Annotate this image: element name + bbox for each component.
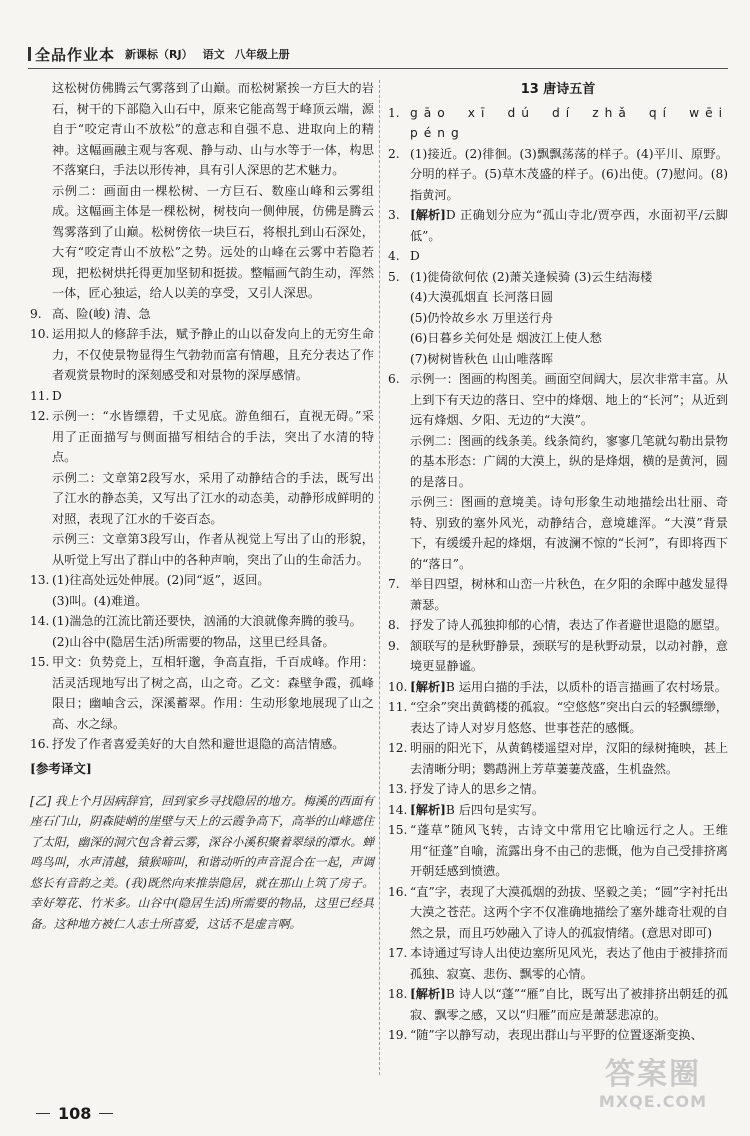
answer-paragraph: (5)仍怜故乡水 万里送行舟 (410, 310, 554, 325)
answer-item-13: 13. (1)往高处远处伸展。(2)同“返”，返回。 (30, 573, 270, 587)
answer-item-15: 15. “蓬草”随风飞转，古诗文中常用它比喻远行之人。王维用“征蓬”自喻，流露出身不由己的悲慨，他为自己受排挤离开朝廷感到愤懑。 (388, 823, 728, 878)
section-title: 13 唐诗五首 (520, 82, 596, 97)
analysis-tag: [解析] (410, 679, 446, 694)
subject-label: 语文 (202, 48, 225, 61)
header-rule (28, 68, 728, 69)
answer-item-16: 16. 抒发了作者喜爱美好的大自然和避世退隐的高洁情感。 (30, 737, 345, 751)
answer-paragraph: 这松树仿佛腾云气雾落到了山巅。而松树紧挨一方巨大的岩石，树干的下部隐入山石中，原来它能高驾于峰顶云端，源自于“咬定青山不放松”的意志和自强不息、进取向上的精神。这幅画融主观与客观、静与动、山与水等于一体，构思不落窠臼，手法以形传神，具有引人深思的艺术魅力。 (52, 81, 374, 177)
brand-title: 全品作业本 (35, 45, 116, 64)
answer-paragraph: 示例二：图画的线条美。线条简约，寥寥几笔就勾勒出景物的基本形态：广阔的大漠上，纵的是烽烟，横的是黄河，圆的是落日。 (410, 433, 728, 489)
analysis-tag: [解析] (410, 208, 446, 222)
brand (28, 44, 115, 65)
answer-item-2: 2. (1)接近。(2)徘徊。(3)飘飘荡荡的样子。(4)平川、原野。分明的样子。(5)草木茂盛的样子。(6)出使。(7)慰问。(8)指黄河。 (388, 146, 728, 202)
right-column (388, 78, 728, 1046)
answer-paragraph: 示例二：画面由一棵松树、一方巨石、数座山峰和云雾组成。这幅画主体是一棵松树，树枝向一侧伸展，仿佛是腾云驾雾落到了山巅。松树傍依一块巨石，将根扎到山石深处，大有“咬定青山不放松”之势。远处的山峰在云雾中若隐若现，把松树烘托得更加坚韧和挺拔。整幅画气韵生动，浑然一体，匠心独运，给人以美的享受，又引人深思。 (52, 183, 374, 300)
edition-label: 新课标（RJ） (125, 48, 193, 61)
answer-item-1: 1. gāo xī dú dí zhǎ qí wēi péng (388, 105, 728, 140)
answer-item-6: 6. 示例一：图画的构图美。画面空间阔大，层次非常丰富。从上到下有天边的落日、空中的烽烟、地上的“长河”；从近到远有烽烟、夕阳、无边的“大漠”。 (388, 372, 728, 427)
dash-icon (99, 1113, 113, 1114)
answer-item-10: 10. 运用拟人的修辞手法，赋予静止的山以奋发向上的无穷生命力，不仅使景物显得生气勃勃而富有情趣，且充分表达了作者观赏景物时的深刻感受和对景物的深厚感情。 (30, 327, 374, 382)
answer-item-3: 3. [解析]D 正确划分应为“孤山寺北/贾亭西，水面初平/云脚低”。 (388, 205, 728, 246)
left-column (30, 78, 374, 946)
answer-item-12: 12. 示例一：“水皆缥碧，千丈见底。游鱼细石，直视无碍。”采用了正面描写与侧面描写相结合的手法，突出了水清的特点。 (30, 409, 374, 464)
analysis-tag: [解析] (410, 802, 446, 817)
answer-item-12: 12. 明丽的阳光下，从黄鹤楼遥望对岸，汉阳的绿树掩映，甚上去清晰分明；鹦鹉洲上芳草萋萋茂盛，生机盎然。 (388, 741, 728, 776)
page-header (28, 44, 368, 64)
answer-item-4: 4. D (388, 249, 420, 263)
answer-item-13: 13. 抒发了诗人的思乡之情。 (388, 782, 545, 796)
column-divider (379, 80, 380, 1075)
grade-label: 八年级上册 (234, 48, 290, 61)
answer-item-11: 11. “空余”突出黄鹤楼的孤寂。“空悠悠”突出白云的轻飘缥缈，表达了诗人对岁月悠悠、世事苍茫的感慨。 (388, 700, 728, 735)
answer-item-7: 7. 举目四望，树林和山峦一片秋色，在夕阳的余晖中越发显得萧瑟。 (388, 577, 728, 612)
answer-paragraph: 示例二：文章第2段写水，采用了动静结合的手法，既写出了江水的静态美，又写出了江水的动态美，动静形成鲜明的对照，表现了江水的千姿百态。 (52, 470, 374, 526)
answer-item-9: 9. 高、险(峻) 清、急 (30, 306, 151, 321)
page-number-text: 108 (58, 1104, 92, 1123)
page-number (36, 1104, 113, 1123)
answer-item-14: 14. (1)湍急的江流比箭还要快，汹涌的大浪就像奔腾的骏马。 (30, 614, 362, 628)
watermark-text: 答案圈 (605, 1057, 701, 1092)
answer-paragraph: (2)山谷中(隐居生活)所需要的物品，这里已经具备。 (52, 634, 335, 649)
answer-item-18: 18. [解析]B 诗人以“蓬”“雁”自比，既写出了被排挤出朝廷的孤寂、飘零之感，又以“归雁”而应是萧瑟悲凉的。 (388, 984, 728, 1025)
answer-paragraph: 示例三：图画的意境美。诗句形象生动地描绘出壮丽、奇特、别致的塞外风光，动静结合，意境雄浑。“大漠”背景下，有缓缓升起的烽烟，有波澜不惊的“长河”，有即将西下的“落日”。 (410, 495, 728, 571)
answer-item-11: 11. D (30, 388, 62, 403)
answer-item-16: 16. “直”字，表现了大漠孤烟的劲拔、坚毅之美；“圆”字衬托出大漠之苍茫。这两个字不仅准确地描绘了塞外雄奇壮观的自然之景，而且巧妙融入了诗人的孤寂情绪。(意思对即可) (388, 884, 728, 940)
reference-translation-title: [参考译文] (30, 760, 92, 776)
answer-paragraph: (7)树树皆秋色 山山唯落晖 (410, 351, 554, 366)
answer-item-9: 9. 颔联写的是秋野静景，颈联写的是秋野动景，以动衬静，意境更显静谧。 (388, 638, 728, 673)
reference-translation: [乙] 我上个月因病辞官，回到家乡寻找隐居的地方。梅溪的西面有座石门山，阴森陡峭的崖壁与天上的云霞争高下，高举的山峰遮住了太阳，幽深的洞穴包含着云雾，深谷小溪积聚着翠绿的潭水。蝉鸣鸟叫，水声清越，猿猴啼叫，和谐动听的声音混合在一起，声调悠长有音韵之美。(我)既然向来推崇隐居，就在那山上筑了房子。幸好筹花、竹米多。山谷中(隐居生活)所需要的物品，这里已经具备。这种地方被仁人志士所喜爱，这话不是虚言啊。 (30, 793, 374, 931)
answer-item-10: 10. [解析]B 运用白描的手法，以质朴的语言描画了农村场景。 (388, 677, 728, 698)
answer-item-17: 17. 本诗通过写诗人出使边塞所见风光，表达了他由于被排挤而孤独、寂寞、悲伤、飘零的心情。 (388, 946, 728, 981)
answer-paragraph: (6)日暮乡关何处是 烟波江上使人愁 (410, 331, 602, 345)
answer-item-14: 14. [解析]B 后四句是实写。 (388, 800, 728, 821)
answer-item-19: 19. “随”字以静写动，表现出群山与平野的位置逐渐变换、 (388, 1028, 703, 1042)
watermark-logo (578, 1058, 728, 1122)
watermark-url: MXQE.COM (598, 1092, 708, 1111)
answer-paragraph: (3)叫。(4)难道。 (52, 593, 148, 608)
analysis-tag: [解析] (410, 987, 446, 1001)
brand-bar-icon (28, 47, 31, 61)
answer-item-15: 15. 甲文：负势竞上，互相轩邈，争高直指，千百成峰。作用：活灵活现地写出了树之高，山之奇。乙文：森壁争霞，孤峰限日；幽岫含云，深溪蓄翠。作用：生动形象地展现了山之高、水之绿。 (30, 655, 374, 731)
answer-item-8: 8. 抒发了诗人孤独抑郁的心情，表达了作者避世退隐的愿望。 (388, 618, 727, 632)
dash-icon (36, 1113, 50, 1114)
answer-paragraph: 示例三：文章第3段写山，作者从视觉上写出了山的形貌，从听觉上写出了群山中的各种声响，突出了山的生命活力。 (52, 532, 374, 567)
answer-paragraph: (4)大漠孤烟直 长河落日圆 (410, 290, 554, 304)
answer-item-5: 5. (1)徙倚欲何依 (2)萧关逢候骑 (3)云生结海楼 (388, 269, 653, 284)
